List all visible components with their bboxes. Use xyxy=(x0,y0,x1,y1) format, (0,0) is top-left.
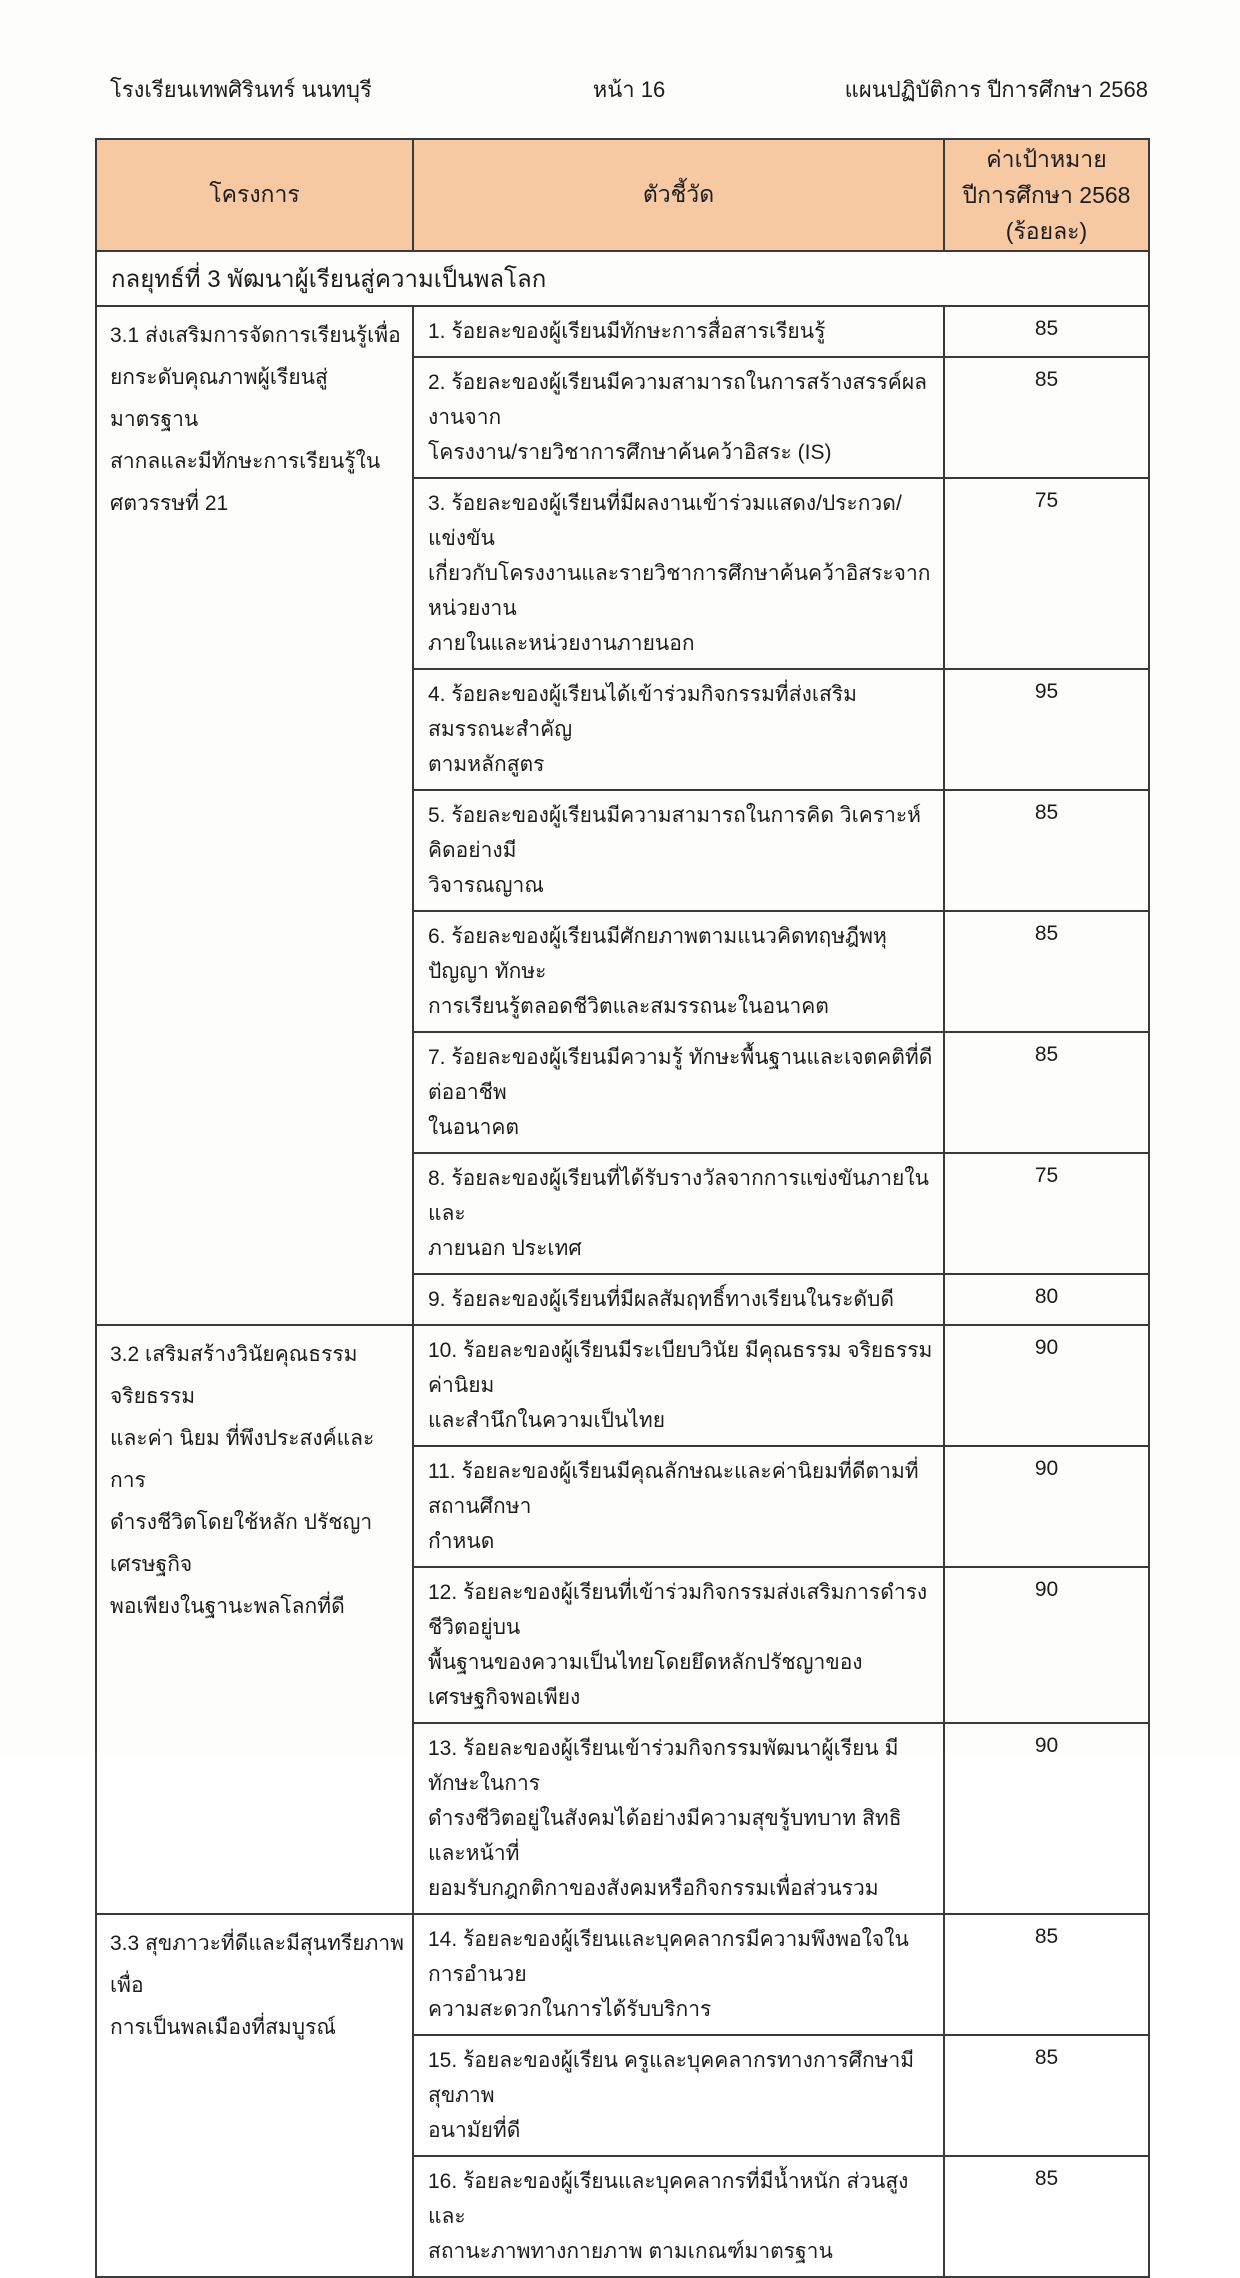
indicator-cell: 1. ร้อยละของผู้เรียนมีทักษะการสื่อสารเรียนรู้ xyxy=(413,306,944,357)
indicator-cell: 7. ร้อยละของผู้เรียนมีความรู้ ทักษะพื้นฐานและเจตคติที่ดีต่ออาชีพ ในอนาคต xyxy=(413,1032,944,1153)
col-header-indicator: ตัวชี้วัด xyxy=(413,139,944,251)
indicator-cell: 15. ร้อยละของผู้เรียน ครูและบุคคลากรทางการศึกษามีสุขภาพ อนามัยที่ดี xyxy=(413,2035,944,2156)
target-value-cell: 90 xyxy=(944,1723,1149,1914)
target-value-cell: 85 xyxy=(944,1032,1149,1153)
plan-table xyxy=(95,138,1150,2278)
table-body xyxy=(96,251,1149,2277)
target-value-cell: 75 xyxy=(944,478,1149,669)
target-value-cell: 85 xyxy=(944,2035,1149,2156)
indicator-cell: 6. ร้อยละของผู้เรียนมีศักยภาพตามแนวคิดทฤษฎีพหุปัญญา ทักษะ การเรียนรู้ตลอดชีวิตและสมรรถนะในอนาคต xyxy=(413,911,944,1032)
indicator-cell: 5. ร้อยละของผู้เรียนมีความสามารถในการคิด วิเคราะห์ คิดอย่างมี วิจารณญาณ xyxy=(413,790,944,911)
page-number: หน้า 16 xyxy=(592,77,666,102)
indicator-cell: 11. ร้อยละของผู้เรียนมีคุณลักษณะและค่านิยมที่ดีตามที่สถานศึกษา กำหนด xyxy=(413,1446,944,1567)
project-cell: 3.1 ส่งเสริมการจัดการเรียนรู้เพื่อ ยกระดับคุณภาพผู้เรียนสู่มาตรฐาน สากลและมีทักษะการเรียนรู้ใน ศตวรรษที่ 21 xyxy=(96,306,413,1325)
target-header-line: ค่าเป้าหมาย xyxy=(986,146,1107,172)
indicator-cell: 4. ร้อยละของผู้เรียนได้เข้าร่วมกิจกรรมที่ส่งเสริมสมรรถนะสำคัญ ตามหลักสูตร xyxy=(413,669,944,790)
strategy-header-cell: กลยุทธ์ที่ 3 พัฒนาผู้เรียนสู่ความเป็นพลโลก xyxy=(96,251,1149,306)
col-header-project: โครงการ xyxy=(96,139,413,251)
indicator-cell: 12. ร้อยละของผู้เรียนที่เข้าร่วมกิจกรรมส่งเสริมการดำรงชีวิตอยู่บน พื้นฐานของความเป็นไทยโดยยึดหลักปรัชญาของเศรษฐกิจพอเพียง xyxy=(413,1567,944,1723)
indicator-cell: 13. ร้อยละของผู้เรียนเข้าร่วมกิจกรรมพัฒนาผู้เรียน มีทักษะในการ ดำรงชีวิตอยู่ในสังคมได้อย่างมีความสุขรู้บทบาท สิทธิ และหน้าที่ ยอมรับกฎกติกาของสังคมหรือกิจกรรมเพื่อส่วนรวม xyxy=(413,1723,944,1914)
document-title: แผนปฏิบัติการ ปีการศึกษา 2568 xyxy=(844,77,1148,102)
target-header-line: (ร้อยละ) xyxy=(1005,218,1088,244)
indicator-cell: 2. ร้อยละของผู้เรียนมีความสามารถในการสร้างสรรค์ผลงานจาก โครงงาน/รายวิชาการศึกษาค้นคว้าอิสระ (IS) xyxy=(413,357,944,478)
target-value-cell: 85 xyxy=(944,790,1149,911)
indicator-cell: 14. ร้อยละของผู้เรียนและบุคคลากรมีความพึงพอใจในการอำนวย ความสะดวกในการได้รับบริการ xyxy=(413,1914,944,2035)
target-value-cell: 85 xyxy=(944,357,1149,478)
target-value-cell: 95 xyxy=(944,669,1149,790)
target-value-cell: 85 xyxy=(944,1914,1149,2035)
page-header xyxy=(110,72,1148,107)
indicator-cell: 9. ร้อยละของผู้เรียนที่มีผลสัมฤทธิ์ทางเรียนในระดับดี xyxy=(413,1274,944,1325)
indicator-cell: 3. ร้อยละของผู้เรียนที่มีผลงานเข้าร่วมแสดง/ประกวด/แข่งขัน เกี่ยวกับโครงงานและรายวิชาการศึกษาค้นคว้าอิสระจากหน่วยงาน ภายในและหน่วยงานภายนอก xyxy=(413,478,944,669)
target-value-cell: 90 xyxy=(944,1446,1149,1567)
strategy-header-row xyxy=(96,251,1149,306)
project-cell: 3.3 สุขภาวะที่ดีและมีสุนทรียภาพเพื่อ การเป็นพลเมืองที่สมบูรณ์ xyxy=(96,1914,413,2277)
target-value-cell: 75 xyxy=(944,1153,1149,1274)
table-row xyxy=(96,1914,1149,2035)
project-cell: 3.2 เสริมสร้างวินัยคุณธรรม จริยธรรม และค่า นิยม ที่พึงประสงค์และการ ดำรงชีวิตโดยใช้หลัก ปรัชญาเศรษฐกิจ พอเพียงในฐานะพลโลกที่ดี xyxy=(96,1325,413,1914)
target-header-line: ปีการศึกษา 2568 xyxy=(962,182,1131,208)
table-row xyxy=(96,306,1149,357)
target-value-cell: 80 xyxy=(944,1274,1149,1325)
target-value-cell: 85 xyxy=(944,306,1149,357)
indicator-cell: 16. ร้อยละของผู้เรียนและบุคคลากรที่มีน้ำหนัก ส่วนสูงและ สถานะภาพทางกายภาพ ตามเกณฑ์มาตรฐาน xyxy=(413,2156,944,2277)
table-row xyxy=(96,1325,1149,1446)
target-value-cell: 90 xyxy=(944,1325,1149,1446)
col-header-target xyxy=(944,139,1149,251)
indicator-cell: 8. ร้อยละของผู้เรียนที่ได้รับรางวัลจากการแข่งขันภายในและ ภายนอก ประเทศ xyxy=(413,1153,944,1274)
target-value-cell: 90 xyxy=(944,1567,1149,1723)
target-value-cell: 85 xyxy=(944,2156,1149,2277)
table-header-row xyxy=(96,139,1149,251)
target-value-cell: 85 xyxy=(944,911,1149,1032)
school-name: โรงเรียนเทพศิรินทร์ นนทบุรี xyxy=(110,77,372,102)
indicator-cell: 10. ร้อยละของผู้เรียนมีระเบียบวินัย มีคุณธรรม จริยธรรม ค่านิยม และสำนึกในความเป็นไทย xyxy=(413,1325,944,1446)
